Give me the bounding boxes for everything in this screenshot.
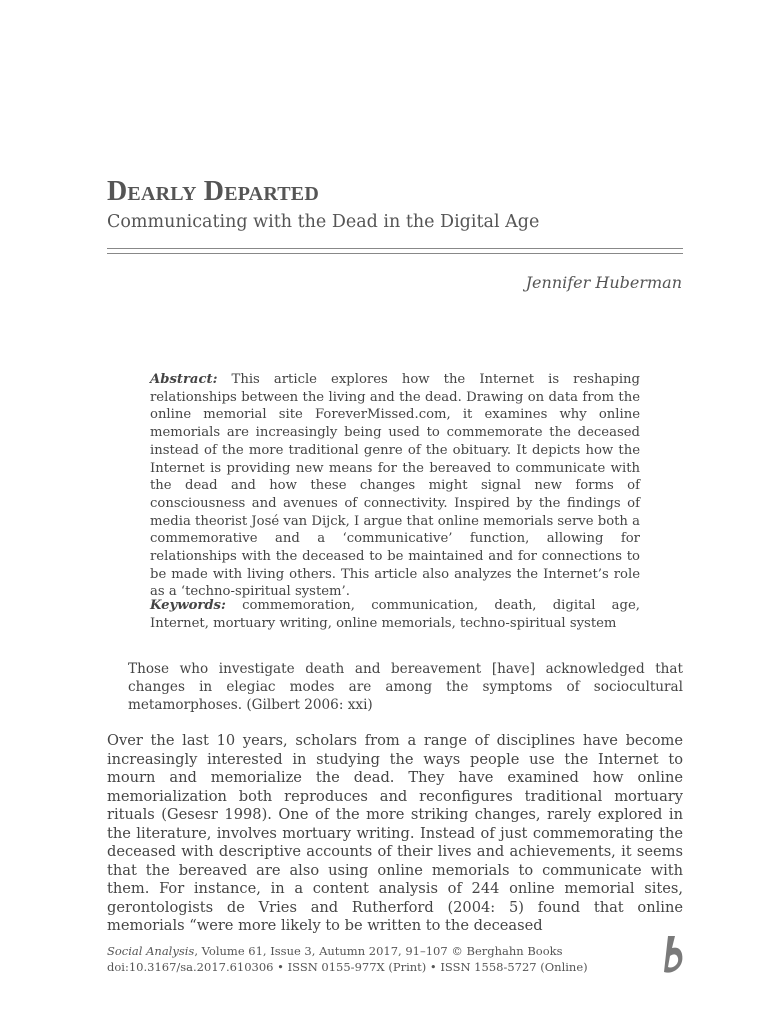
author-name: Jennifer Huberman — [525, 273, 682, 292]
keywords-text: commemoration, communication, death, digital age, Internet, mortuary writing, online memorials, techno-spiritual system — [150, 598, 640, 631]
body-paragraph: Over the last 10 years, scholars from a range of disciplines have become increasingly interested in studying the ways people use the Internet to mourn and memorialize the dead. They have examined how online memorialization both reproduces and reconfigures traditional mortuary rituals (Gesesr 1998). One of the more striking changes, rarely explored in the literature, involves mortuary writing. Instead of just commemorating the deceased with descriptive accounts of their lives and achievements, it seems that the bereaved are also using online memorials to communicate with them. For instance, in a content analysis of 244 online memorial sites, gerontologists de Vries and Rutherford (2004: 5) found that online memorials “were more likely to be written to the deceased — [107, 732, 683, 934]
epigraph: Those who investigate death and bereavement [have] acknowledged that changes in elegiac modes are among the symptoms of sociocultural metamorphoses. (Gilbert 2006: xxi) — [128, 661, 683, 714]
article-subtitle: Communicating with the Dead in the Digital Age — [107, 212, 540, 232]
citation-details: , Volume 61, Issue 3, Autumn 2017, 91–107 © Berghahn Books — [194, 944, 563, 958]
doi-issn: doi:10.3167/sa.2017.610306 • ISSN 0155-977X (Print) • ISSN 1558-5727 (Online) — [107, 959, 588, 974]
abstract-label: Abstract: — [150, 372, 218, 387]
abstract — [150, 371, 640, 601]
keywords — [150, 597, 640, 632]
publication-footer — [107, 944, 627, 975]
abstract-text: This article explores how the Internet is reshaping relationships between the living and the dead. Drawing on data from the online memorial site ForeverMissed.com, it examines why online memorials are increasingly being used to commemorate the deceased instead of the more traditional genre of the obituary. It depicts how the Internet is providing new means for the bereaved to communicate with the dead and how these changes might signal new forms of consciousness and avenues of connectivity. Inspired by the findings of media theorist José van Dijck, I argue that online memorials serve both a commemorative and a ‘communicative’ function, allowing for relationships with the deceased to be maintained and for connections to be made with living others. This article also analyzes the Internet’s role as a ‘techno-spiritual system’. — [150, 372, 640, 600]
title-divider-top — [107, 248, 683, 249]
article-title: Dearly Departed — [107, 176, 319, 207]
title-divider-bottom — [107, 253, 683, 254]
journal-title: Social Analysis — [107, 944, 195, 958]
berghahn-logo-icon — [662, 934, 686, 974]
keywords-label: Keywords: — [150, 598, 226, 613]
